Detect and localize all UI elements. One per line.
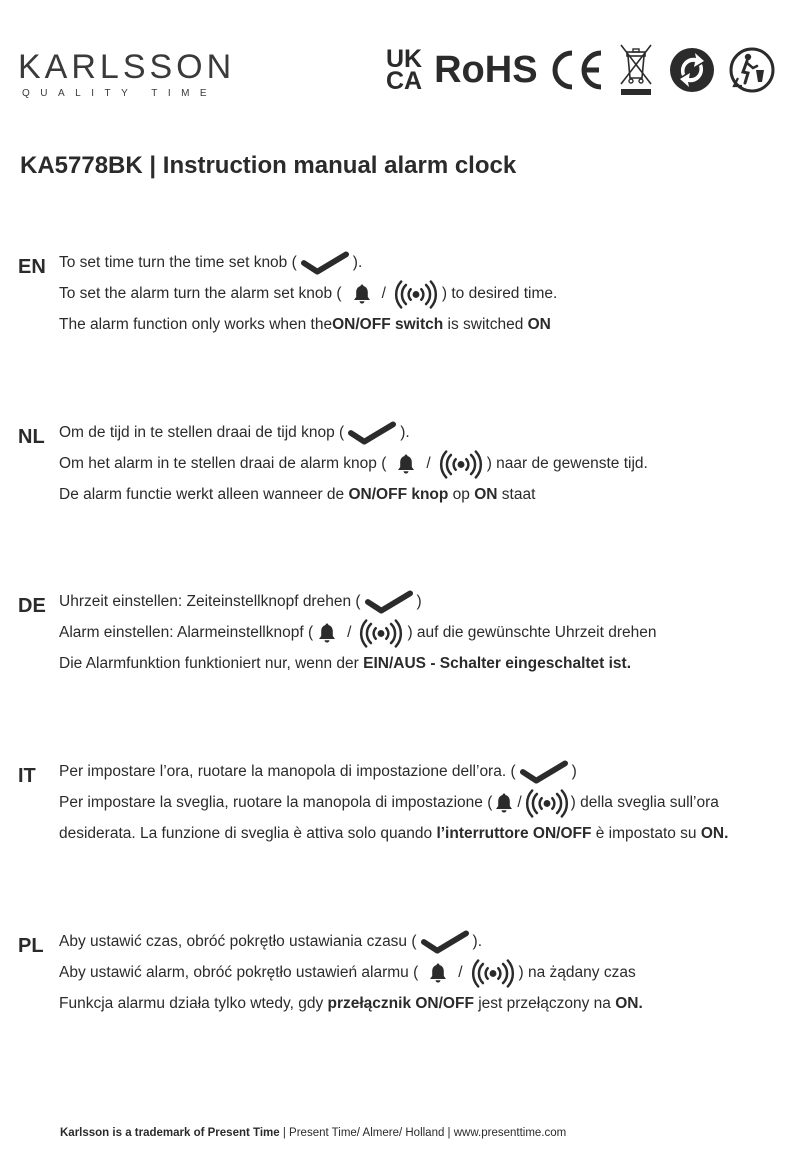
bold-text: przełącznik ON/OFF [327,995,474,1012]
instruction-line [59,819,728,849]
text: staat [497,486,536,503]
instruction-line [59,618,656,648]
bell-icon [428,962,448,984]
ukca-top: UK [386,45,423,73]
text: ) auf die gewünschte Uhrzeit drehen [407,624,657,641]
text: desiderata. La funzione di sveglia è attiva solo quando [59,825,437,842]
language-code: NL [18,426,45,448]
bold-text: ON/OFF switch [332,316,444,333]
text: Per impostare l’ora, ruotare la manopola di impostazione dell’ora. ( [59,763,516,780]
instruction-line [59,788,719,818]
bold-text: EIN/AUS - Schalter eingeschaltet ist. [363,655,632,672]
alarm-sound-icon [439,450,483,479]
page-title: KA5778BK | Instruction manual alarm clock [20,152,517,179]
instruction-line [59,248,362,278]
bold-text: l’interruttore ON/OFF [436,825,592,842]
bold-text: ON. [700,825,729,842]
text: ) naar de gewenste tijd. [486,455,648,472]
ukca-bottom: CA [386,67,423,95]
text: è impostato su [591,825,701,842]
instruction-line [59,958,636,988]
text: ) della sveglia sull’ora [570,794,719,811]
footer-details: | Present Time/ Almere/ Holland | www.presenttime.com [279,1127,567,1139]
text: To set time turn the time set knob ( [59,254,297,271]
separator: / [381,285,386,302]
time-knob-icon [365,589,413,615]
instruction-line [59,649,631,679]
text: To set the alarm turn the alarm set knob ( [59,285,342,302]
alarm-sound-icon [359,619,403,648]
bold-text: ON [527,316,551,333]
language-code: PL [18,935,44,957]
text: ) [571,763,577,780]
text: is switched [443,316,528,333]
language-code: IT [18,765,36,787]
bold-text: ON [474,486,498,503]
text: ) to desired time. [441,285,558,302]
instruction-line [59,989,643,1019]
bell-icon [494,792,514,814]
instruction-line [59,757,577,787]
instruction-line [59,418,410,448]
text: Die Alarmfunktion funktioniert nur, wenn der [59,655,364,672]
instruction-line [59,927,482,957]
text: ) [416,593,422,610]
text: ). [472,933,482,950]
tidyman-recycle-icon [728,46,776,94]
alarm-sound-icon [471,959,515,988]
language-code: EN [18,256,46,278]
green-dot-icon [668,46,716,94]
text: Aby ustawić czas, obróć pokrętło ustawiania czasu ( [59,933,417,950]
separator: / [426,455,431,472]
ukca-mark [386,45,423,95]
separator: / [458,964,463,981]
ce-mark-icon [548,48,606,92]
text: Uhrzeit einstellen: Zeiteinstellknopf drehen ( [59,593,361,610]
bell-icon [317,622,337,644]
time-knob-icon [520,759,568,785]
instruction-line [59,480,535,510]
bold-text: ON/OFF knop [348,486,449,503]
time-knob-icon [348,420,396,446]
text: Om het alarm in te stellen draai de alarm knop ( [59,455,387,472]
logo-wordmark: KARLSSON [18,48,236,86]
language-code: DE [18,595,46,617]
weee-bin-icon [618,42,654,98]
text: ). [352,254,363,271]
instruction-line [59,279,557,309]
instruction-line [59,310,551,340]
bold-text: ON. [615,995,643,1012]
text: Om de tijd in te stellen draai de tijd knop ( [59,424,345,441]
bell-icon [352,283,372,305]
text: De alarm functie werkt alleen wanneer de [59,486,349,503]
bell-icon [396,453,416,475]
text: Per impostare la sveglia, ruotare la manopola di impostazione ( [59,794,493,811]
text: ) na żądany czas [518,964,636,981]
text: ). [400,424,410,441]
time-knob-icon [421,929,469,955]
alarm-sound-icon [525,789,569,818]
instruction-line [59,587,422,617]
text: jest przełączony na [473,995,616,1012]
alarm-sound-icon [394,280,438,309]
instruction-line [59,449,648,479]
time-knob-icon [301,250,349,276]
text: Aby ustawić alarm, obróć pokrętło ustawień alarmu ( [59,964,419,981]
logo-tagline: QUALITY TIME [22,88,218,99]
footer [60,1127,566,1139]
brand-logo [18,50,235,99]
separator: / [517,794,522,811]
separator: / [347,624,352,641]
footer-trademark: Karlsson is a trademark of Present Time [60,1127,280,1139]
rohs-mark: RoHS [434,48,538,91]
certification-marks [386,42,776,98]
text: Alarm einstellen: Alarmeinstellknopf ( [59,624,314,641]
text: The alarm function only works when the [59,316,333,333]
text: Funkcja alarmu działa tylko wtedy, gdy [59,995,328,1012]
text: op [448,486,475,503]
